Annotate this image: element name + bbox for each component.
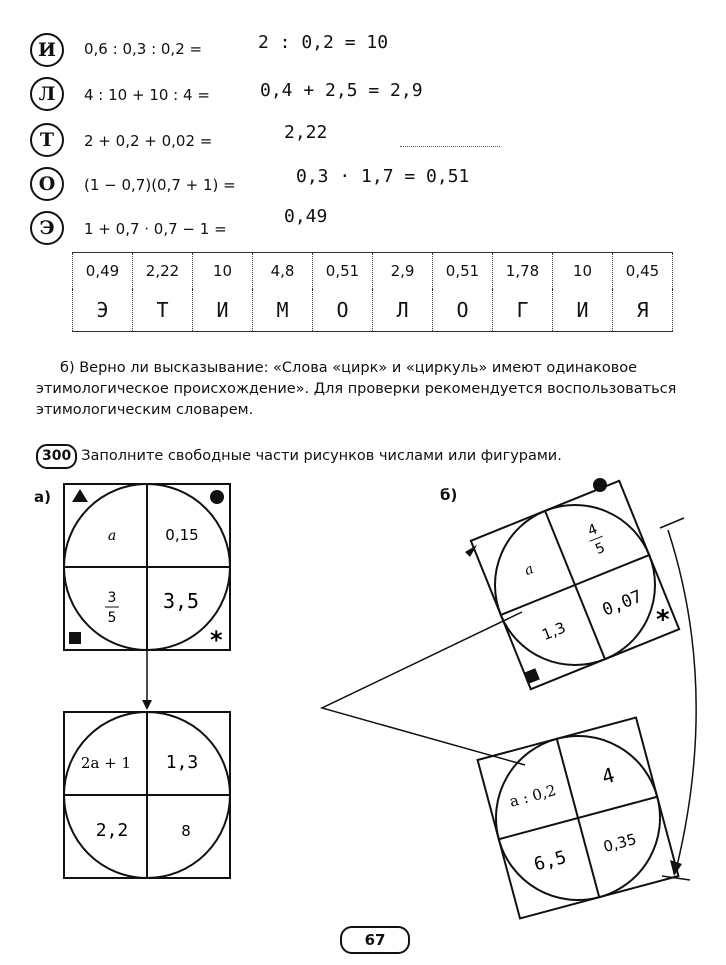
tick-mark <box>660 518 684 528</box>
grid-letter: Я <box>613 289 673 332</box>
triangle-icon <box>72 489 88 502</box>
circle-letter: Т <box>30 123 64 157</box>
grid-letter: О <box>313 289 373 332</box>
expression: (1 − 0,7)(0,7 + 1) = <box>84 176 236 194</box>
cell-value: 6,5 <box>531 846 569 876</box>
cell-value: 2,2 <box>95 820 129 841</box>
grid-letter: И <box>553 289 613 332</box>
cell-value: a : 0,2 <box>507 781 558 811</box>
grid-number: 0,51 <box>433 253 493 290</box>
asterisk-icon: * <box>656 605 670 635</box>
task-number: 300 <box>36 444 77 469</box>
grid-number: 0,45 <box>613 253 673 290</box>
grid-letter: Л <box>373 289 433 332</box>
grid-number: 10 <box>553 253 613 290</box>
grid-letter: Т <box>133 289 193 332</box>
circle-letter: Л <box>30 77 64 111</box>
grid-number: 2,22 <box>133 253 193 290</box>
expression: 1 + 0,7 · 0,7 − 1 = <box>84 220 227 238</box>
circle-letter: О <box>30 167 64 201</box>
grid-letter: И <box>193 289 253 332</box>
page-number: 67 <box>340 926 410 954</box>
grid-number: 4,8 <box>253 253 313 290</box>
asterisk-icon: * <box>210 626 223 654</box>
cell-value: a <box>107 528 117 544</box>
circle-letter: И <box>30 33 64 67</box>
connector-triangle <box>322 612 525 765</box>
part-a-bottom-figure <box>64 712 230 878</box>
grid-letter: М <box>253 289 313 332</box>
fraction-denominator: 5 <box>107 610 117 626</box>
part-a-label: а) <box>34 488 51 506</box>
cell-value: 1,3 <box>539 618 569 645</box>
statement-paragraph: б) Верно ли высказывание: «Слова «цирк» и «циркуль» имеют одинаковое этимологическое происхождение». Для проверки рекомендуется воспользоваться этимологическим словарем. <box>36 360 677 418</box>
arrow-head-icon <box>670 860 682 876</box>
cell-value: 0,15 <box>165 526 199 544</box>
grid-number: 0,49 <box>73 253 133 290</box>
handwritten-answer: 0,49 <box>284 206 328 227</box>
expression: 2 + 0,2 + 0,02 = <box>84 132 213 150</box>
filled-square-icon <box>524 668 540 684</box>
cell-value: 8 <box>181 822 191 840</box>
handwritten-answer: 0,3 · 1,7 = 0,51 <box>296 166 470 187</box>
cell-value: a <box>522 561 536 580</box>
rotation-arc <box>668 530 696 870</box>
task-text: Заполните свободные части рисунков числами или фигурами. <box>81 448 562 464</box>
circle-letter: Э <box>30 211 64 245</box>
expression: 0,6 : 0,3 : 0,2 = <box>84 40 203 58</box>
grid-number: 2,9 <box>373 253 433 290</box>
part-b-bottom-figure <box>478 718 679 919</box>
part-b-label: б) <box>440 486 458 504</box>
cell-value: 4 <box>599 762 618 789</box>
handwritten-answer: 0,4 + 2,5 = 2,9 <box>260 80 423 101</box>
grid-number: 1,78 <box>493 253 553 290</box>
cell-value: 3,5 <box>162 589 200 613</box>
filled-square-icon <box>69 632 81 644</box>
arrow-head-icon <box>142 700 152 710</box>
fraction-denominator: 5 <box>593 539 608 558</box>
cell-value: 2a + 1 <box>80 754 132 772</box>
fraction-numerator: 4 <box>585 521 600 540</box>
part-b-top-figure <box>471 481 679 689</box>
grid-letter: О <box>433 289 493 332</box>
grid-number: 10 <box>193 253 253 290</box>
grid-number: 0,51 <box>313 253 373 290</box>
expression: 4 : 10 + 10 : 4 = <box>84 86 210 104</box>
handwritten-answer: 2 : 0,2 = 10 <box>258 32 389 53</box>
grid-letter: Э <box>73 289 133 332</box>
filled-circle-icon <box>593 478 607 492</box>
cell-value: 0,07 <box>599 586 646 621</box>
cell-value: 1,3 <box>165 752 199 773</box>
handwritten-answer: 2,22 <box>284 122 328 143</box>
filled-circle-icon <box>210 490 224 504</box>
fraction-numerator: 3 <box>107 590 117 606</box>
grid-letter: Г <box>493 289 553 332</box>
cell-value: 0,35 <box>601 829 639 857</box>
part-a-top-figure <box>64 484 230 650</box>
